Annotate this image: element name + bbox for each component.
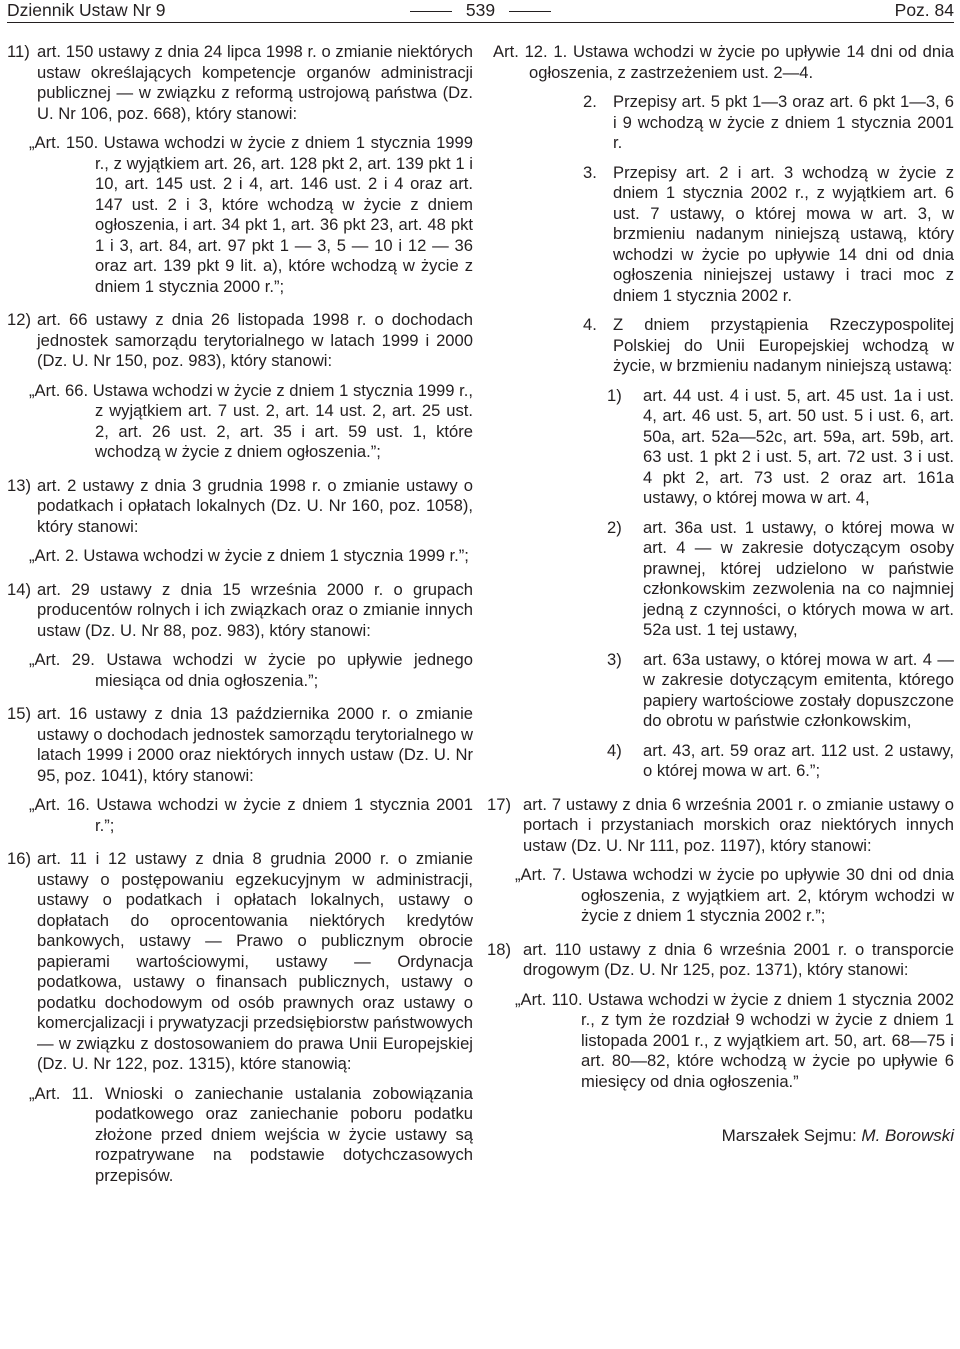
item-text: art. 11 i 12 ustawy z dnia 8 grudnia 2000 r. o zmianie ustawy o postępowaniu egzekucyjnym w administracji, ustawy o podatkach i opłatach lokalnych, ustawy o dopłatach do oprocentowania niektórych kredytów bankowych, ustawy — Prawo o publicznym obrocie papierami wartościowymi, ustawy — Ordynacja podatkowa, ustawy o finansach publicznych, ustawy o podatku dochodowym od osób prawnych oraz ustawy o komercjalizacji i prywatyzacji przedsiębiorstw państwowych — w związku z dostosowaniem do prawa Unii Europejskiej (Dz. U. Nr 122, poz. 1315), które stanowią: — [37, 849, 473, 1073]
item-number: 18) — [487, 939, 511, 959]
item-number: 11) — [7, 42, 30, 61]
point-text: art. 43, art. 59 oraz art. 112 ust. 2 ustawy, o której mowa w art. 6.”; — [643, 740, 954, 780]
dash-left — [410, 11, 452, 13]
item-number: 13) — [7, 475, 31, 495]
para-number: 3. — [583, 162, 597, 182]
item-number: 17) — [487, 794, 511, 814]
page-header — [7, 0, 954, 23]
point-3 — [607, 650, 954, 732]
item-text: art. 110 ustawy z dnia 6 września 2001 r. o transporcie drogowym (Dz. U. Nr 125, poz. 1371), który stanowi: — [523, 939, 954, 979]
item-14 — [7, 580, 473, 642]
right-column — [487, 42, 954, 1147]
item-13 — [7, 476, 473, 538]
item-text: art. 7 ustawy z dnia 6 września 2001 r. o zmianie ustawy o portach i przystaniach morskich oraz niektórych innych ustaw (Dz. U. Nr 111, poz. 1197), który stanowi: — [523, 794, 954, 855]
point-number: 2) — [607, 517, 622, 537]
journal-title: Dziennik Ustaw Nr 9 — [7, 0, 166, 20]
para-number: 2. — [583, 92, 597, 111]
quoted-article: „Art. 7. Ustawa wchodzi w życie po upływie 30 dni od dnia ogłoszenia, z wyjątkiem art. 2, którym wchodzi w życie z dniem 1 stycznia 2002 r.”; — [515, 865, 954, 925]
signature-name: M. Borowski — [861, 1126, 954, 1145]
quoted-article: „Art. 66. Ustawa wchodzi w życie z dniem 1 stycznia 1999 r., z wyjątkiem art. 7 ust. 2, art. 14 ust. 2, art. 25 ust. 2, art. 26 ust. 2, art. 35 i art. 59 ust. 1, które wchodzą w życie z dniem ogłoszenia.”; — [29, 380, 473, 461]
item-17 — [487, 795, 954, 857]
signature-label: Marszałek Sejmu: — [721, 1126, 857, 1145]
page-number: 539 — [465, 0, 496, 20]
dash-right — [509, 11, 551, 13]
point-text: art. 63a ustawy, o której mowa w art. 4 — w zakresie dotyczącym emitenta, którego papiery wartościowe zostały dopuszczone do obrotu w państwie członkowskim, — [643, 649, 954, 730]
item-15 — [7, 704, 473, 786]
signature — [493, 1126, 954, 1147]
quoted-article: „Art. 150. Ustawa wchodzi w życie z dniem 1 stycznia 1999 r., z wyjątkiem art. 26, art. 128 pkt 2, art. 139 pkt 1 i 10, art. 145 ust. 2 i 4, art. 146 ust. 2 i 4 oraz art. 147 ust. 2 i 3, które wchodzą w życie z dniem ogłoszenia, i art. 34 pkt 1, art. 36 pkt 23, art. 48 pkt 1 i 3, art. 84, art. 97 pkt 1 — 3, 5 — 10 i 12 — 36 oraz art. 139 pkt 9 lit. a), które wchodzą w życie z dniem 1 stycznia 2000 r.”; — [29, 133, 473, 296]
quoted-article: „Art. 11. Wnioski o zaniechanie ustalania zobowiązania podatkowego oraz zaniechanie poboru podatku złożone przed dniem wejścia w życie ustawy są rozpatrywane na podstawie dotychczasowych przepisów. — [29, 1083, 473, 1185]
item-number: 16) — [7, 849, 31, 868]
item-text: art. 150 ustawy z dnia 24 lipca 1998 r. o zmianie niektórych ustaw określających kompetencje organów administracji publicznej — w związku z reformą ustrojową państwa (Dz. U. Nr 106, poz. 668), który stanowi: — [37, 42, 473, 123]
item-text: art. 16 ustawy z dnia 13 października 2000 r. o zmianie ustawy o dochodach jednostek samorządu terytorialnego w latach 1999 i 2000 oraz niektórych innych ustaw (Dz. U. Nr 95, poz. 1041), który stanowi: — [37, 704, 473, 785]
para-text: Przepisy art. 5 pkt 1—3 oraz art. 6 pkt 1—3, 6 i 9 wchodzą w życie z dniem 1 stycznia 2001 r. — [613, 92, 954, 152]
art-12-para-4 — [583, 315, 954, 377]
point-number: 4) — [607, 740, 622, 760]
art-12-para-2 — [583, 92, 954, 154]
left-column — [7, 42, 473, 1186]
quoted-article: „Art. 2. Ustawa wchodzi w życie z dniem 1 stycznia 1999 r.”; — [29, 546, 469, 565]
art-12-para-1: Art. 12. 1. Ustawa wchodzi w życie po upływie 14 dni od dnia ogłoszenia, z zastrzeżeniem ust. 2—4. — [493, 42, 954, 82]
art-12-para-3 — [583, 163, 954, 307]
para-text: Z dniem przystąpienia Rzeczypospolitej Polskiej do Unii Europejskiej wchodzą w życie, w brzmieniu nadanym niniejszą ustawą: — [613, 315, 954, 375]
item-11 — [7, 42, 473, 124]
page-number-block — [7, 0, 954, 21]
point-2 — [607, 518, 954, 641]
item-number: 12) — [7, 310, 31, 329]
point-4 — [607, 741, 954, 782]
item-text: art. 66 ustawy z dnia 26 listopada 1998 r. o dochodach jednostek samorządu terytorialnego w latach 1999 i 2000 (Dz. U. Nr 150, poz. 983), który stanowi: — [37, 310, 473, 370]
item-16 — [7, 849, 473, 1075]
point-text: art. 44 ust. 4 i ust. 5, art. 45 ust. 1a i ust. 4, art. 46 ust. 5, art. 50 ust. 5 i ust. 6, art. 50a, art. 52a—52c, art. 59a, art. 59b, art. 63 ust. 1 pkt 2 i ust. 5, art. 72 ust. 3 i ust. 4 pkt 2, art. 73 ust. 2 oraz art. 161a ustawy, o której mowa w art. 4, — [643, 385, 954, 507]
item-18 — [487, 940, 954, 981]
item-number: 14) — [7, 579, 31, 599]
position-number: Poz. 84 — [894, 0, 954, 20]
item-number: 15) — [7, 704, 31, 723]
quoted-article: „Art. 110. Ustawa wchodzi w życie z dniem 1 stycznia 2002 r., z tym że rozdział 9 wchodzi w życie z dniem 1 listopada 2001 r., z wyjątkiem art. 50, art. 68—75 i art. 80—82, które wchodzą w życie po upływie 6 miesięcy od dnia ogłoszenia.” — [515, 989, 954, 1091]
point-number: 3) — [607, 649, 622, 669]
item-text: art. 29 ustawy z dnia 15 września 2000 r. o grupach producentów rolnych i ich związkach oraz o zmianie innych ustaw (Dz. U. Nr 88, poz. 983), który stanowi: — [37, 579, 473, 640]
item-text: art. 2 ustawy z dnia 3 grudnia 1998 r. o zmianie ustawy o podatkach i opłatach lokalnych (Dz. U. Nr 160, poz. 1058), który stanowi: — [37, 475, 473, 536]
point-text: art. 36a ust. 1 ustawy, o której mowa w art. 4 — w zakresie dotyczącym osoby prawnej, której udzielono w państwie członkowskim zezwolenia na co najmniej jedną z czynności, o których mowa w art. 52a ust. 1 tej ustawy, — [643, 517, 954, 639]
quoted-article: „Art. 29. Ustawa wchodzi w życie po upływie jednego miesiąca od dnia ogłoszenia.”; — [29, 650, 473, 690]
point-1 — [607, 386, 954, 509]
para-text: Przepisy art. 2 i art. 3 wchodzą w życie z dniem 1 stycznia 2002 r., z wyjątkiem art. 6 ust. 7 ustawy, o której mowa w art. 3, w brzmieniu nadanym niniejszą ustawą, który wchodzi w życie po upływie 14 dni od dnia ogłoszenia niniejszej ustawy i traci moc z dniem 1 stycznia 2002 r. — [613, 162, 954, 305]
point-number: 1) — [607, 385, 622, 405]
item-12 — [7, 310, 473, 372]
quoted-article: „Art. 16. Ustawa wchodzi w życie z dniem 1 stycznia 2001 r.”; — [29, 795, 473, 835]
para-number: 4. — [583, 315, 597, 334]
